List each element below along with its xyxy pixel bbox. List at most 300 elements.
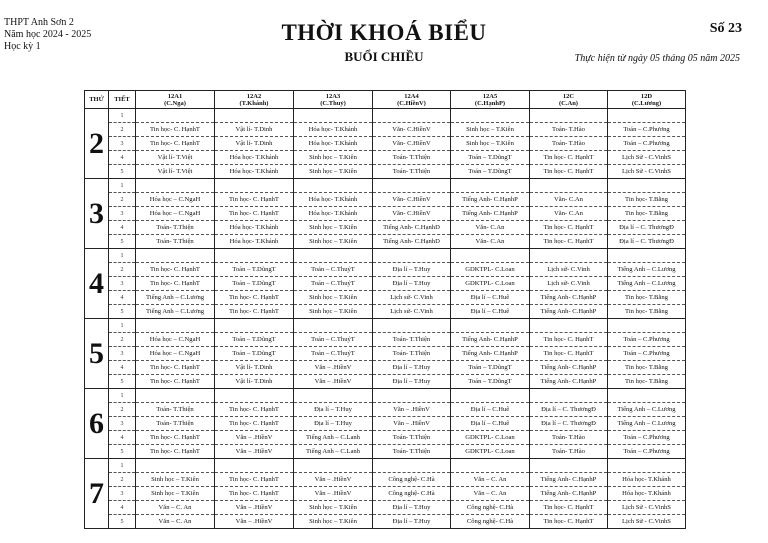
- schedule-cell: Tin học- C. HạnhT: [136, 431, 215, 445]
- schedule-cell: [373, 109, 451, 123]
- schedule-cell: Hóa học- T.Khánh: [294, 137, 373, 151]
- header-class: [608, 91, 686, 109]
- schedule-cell: Hóa học- T.Khánh: [215, 151, 294, 165]
- timetable-row: [85, 487, 686, 501]
- schedule-cell: [136, 319, 215, 333]
- period-number: 4: [109, 431, 136, 445]
- schedule-cell: Tin học- T.Bằng: [608, 291, 686, 305]
- schedule-cell: GDKTPL- C.Loan: [451, 277, 530, 291]
- schedule-cell: [451, 109, 530, 123]
- schedule-cell: Văn – .HiềnV: [294, 361, 373, 375]
- period-number: 1: [109, 389, 136, 403]
- day-label: 5: [85, 319, 109, 389]
- timetable-row: [85, 445, 686, 459]
- period-number: 1: [109, 319, 136, 333]
- schedule-cell: Tin học- C. HạnhT: [136, 137, 215, 151]
- schedule-cell: [608, 109, 686, 123]
- timetable-row: [85, 151, 686, 165]
- timetable-row: [85, 515, 686, 529]
- schedule-cell: Tin học- C. HạnhT: [530, 347, 608, 361]
- timetable-row: [85, 347, 686, 361]
- schedule-cell: Công nghệ- C.Hà: [373, 473, 451, 487]
- header-class: [451, 91, 530, 109]
- schedule-cell: GDKTPL- C.Loan: [451, 431, 530, 445]
- schedule-cell: Tiếng Anh- C.HạnhP: [530, 375, 608, 389]
- schedule-cell: Tiếng Anh – C.Lương: [136, 291, 215, 305]
- schedule-cell: [373, 179, 451, 193]
- schedule-cell: Tiếng Anh- C.HạnhP: [451, 193, 530, 207]
- schedule-cell: Tiếng Anh – C.Lanh: [294, 431, 373, 445]
- schedule-cell: Văn- C.HiềnV: [373, 123, 451, 137]
- schedule-cell: Vật lí- T.Việt: [136, 151, 215, 165]
- period-number: 2: [109, 333, 136, 347]
- timetable-row: [85, 417, 686, 431]
- schedule-cell: Toán – C.ThuỷT: [294, 347, 373, 361]
- timetable-row: [85, 361, 686, 375]
- schedule-cell: Toán- T.Thiện: [136, 417, 215, 431]
- schedule-cell: Văn- C.HiềnV: [373, 207, 451, 221]
- schedule-cell: [373, 459, 451, 473]
- schedule-cell: Sinh học – T.Kiên: [136, 473, 215, 487]
- timetable-row: [85, 123, 686, 137]
- schedule-cell: [215, 459, 294, 473]
- schedule-cell: Toán- T.Thiện: [373, 165, 451, 179]
- schedule-cell: Địa lí – C.Huê: [451, 305, 530, 319]
- class-name: 12A4: [404, 92, 419, 100]
- schedule-cell: Tin học- C. HạnhT: [530, 221, 608, 235]
- schedule-cell: Tiếng Anh- C.HạnhP: [451, 347, 530, 361]
- schedule-cell: Vật lí- T.Dinh: [215, 123, 294, 137]
- schedule-cell: Tin học- C. HạnhT: [530, 165, 608, 179]
- schedule-cell: Hóa học – C.NgaH: [136, 347, 215, 361]
- schedule-cell: Toán- T.Thiện: [136, 235, 215, 249]
- schedule-cell: Hóa học – C.NgaH: [136, 333, 215, 347]
- schedule-cell: Địa lí – C. ThươngĐ: [608, 235, 686, 249]
- schedule-cell: [294, 319, 373, 333]
- schedule-cell: Tiếng Anh- C.HạnhP: [451, 333, 530, 347]
- schedule-cell: [451, 459, 530, 473]
- schedule-cell: Tin học- C. HạnhT: [530, 515, 608, 529]
- schedule-cell: Tiếng Anh- C.HạnhP: [530, 487, 608, 501]
- schedule-cell: Toán – T.DũngT: [215, 263, 294, 277]
- schedule-cell: Tin học- C. HạnhT: [215, 417, 294, 431]
- schedule-cell: Toán- T.Hào: [530, 445, 608, 459]
- class-name: 12A2: [246, 92, 262, 100]
- period-number: 5: [109, 445, 136, 459]
- schedule-cell: [294, 249, 373, 263]
- schedule-cell: Sinh học – T.Kiên: [451, 137, 530, 151]
- class-name: 12C: [562, 92, 575, 100]
- schedule-cell: Văn – .HiềnV: [373, 403, 451, 417]
- schedule-cell: Tin học- C. HạnhT: [215, 193, 294, 207]
- schedule-cell: Toán- T.Thiện: [136, 221, 215, 235]
- schedule-cell: Công nghệ- C.Hà: [451, 501, 530, 515]
- schedule-cell: Tin học- T.Bằng: [608, 305, 686, 319]
- header-class: [136, 91, 215, 109]
- schedule-cell: Văn – .HiềnV: [373, 417, 451, 431]
- schedule-cell: Hóa học- T.Khánh: [294, 123, 373, 137]
- schedule-cell: Toán – C.Phương: [608, 333, 686, 347]
- schedule-cell: [136, 179, 215, 193]
- schedule-cell: Hóa học- T.Khánh: [215, 221, 294, 235]
- schedule-cell: Toán- T.Thiện: [136, 403, 215, 417]
- schedule-cell: [451, 249, 530, 263]
- header-class: [530, 91, 608, 109]
- schedule-cell: Tin học- C. HạnhT: [530, 333, 608, 347]
- schedule-cell: Hóa học- T.Khánh: [608, 473, 686, 487]
- school-year: Năm học 2024 - 2025: [4, 29, 92, 40]
- schedule-cell: Văn- C.HiềnV: [373, 193, 451, 207]
- class-teacher: (C.An): [559, 99, 578, 107]
- period-number: 3: [109, 207, 136, 221]
- schedule-cell: Tin học- C. HạnhT: [530, 151, 608, 165]
- schedule-cell: Toán- T.Thiện: [373, 333, 451, 347]
- schedule-cell: Văn – .HiềnV: [294, 473, 373, 487]
- period-number: 3: [109, 347, 136, 361]
- schedule-cell: Tiếng Anh- C.HạnhD: [373, 235, 451, 249]
- schedule-cell: Địa lí – C. ThươngĐ: [530, 403, 608, 417]
- timetable-row: [85, 277, 686, 291]
- schedule-cell: Vật lí- T.Dinh: [215, 375, 294, 389]
- schedule-cell: Hóa học- T.Khánh: [294, 207, 373, 221]
- schedule-cell: Tiếng Anh – C.Lương: [136, 305, 215, 319]
- schedule-cell: Tin học- C. HạnhT: [136, 123, 215, 137]
- schedule-cell: Tin học- C. HạnhT: [215, 207, 294, 221]
- period-number: 5: [109, 165, 136, 179]
- schedule-cell: Toán – C.Phương: [608, 137, 686, 151]
- schedule-cell: Văn – .HiềnV: [215, 431, 294, 445]
- period-number: 1: [109, 179, 136, 193]
- schedule-cell: Sinh học – T.Kiên: [294, 291, 373, 305]
- schedule-cell: Tiếng Anh – C.Lương: [608, 263, 686, 277]
- period-number: 4: [109, 221, 136, 235]
- schedule-cell: Tiếng Anh- C.HạnhP: [530, 305, 608, 319]
- period-number: 2: [109, 263, 136, 277]
- schedule-cell: Địa lí – C.Huê: [451, 417, 530, 431]
- schedule-cell: Văn – C. An: [451, 487, 530, 501]
- schedule-cell: Toán- T.Thiện: [373, 151, 451, 165]
- schedule-cell: [608, 179, 686, 193]
- schedule-cell: Toán – T.DũngT: [215, 347, 294, 361]
- schedule-cell: Văn – .HiềnV: [294, 375, 373, 389]
- timetable-row: [85, 375, 686, 389]
- schedule-cell: [215, 109, 294, 123]
- schedule-cell: Tin học- C. HạnhT: [136, 375, 215, 389]
- schedule-cell: [373, 319, 451, 333]
- schedule-cell: Lịch Sử - C.VinhS: [608, 501, 686, 515]
- effective-date: Thực hiện từ ngày 05 tháng 05 năm 2025: [574, 53, 740, 64]
- schedule-cell: Văn- C.An: [451, 235, 530, 249]
- schedule-cell: [136, 459, 215, 473]
- schedule-cell: [294, 179, 373, 193]
- timetable-row: [85, 137, 686, 151]
- class-name: 12A5: [482, 92, 498, 100]
- period-number: 3: [109, 137, 136, 151]
- schedule-cell: [608, 389, 686, 403]
- schedule-cell: [373, 249, 451, 263]
- schedule-cell: Lịch sử- C.Vinh: [530, 277, 608, 291]
- schedule-cell: [294, 109, 373, 123]
- schedule-cell: Toán- T.Thiện: [373, 445, 451, 459]
- schedule-cell: [530, 179, 608, 193]
- schedule-cell: Địa lí – T.Huy: [373, 375, 451, 389]
- class-name: 12A3: [325, 92, 341, 100]
- schedule-cell: GDKTPL- C.Loan: [451, 263, 530, 277]
- period-number: 2: [109, 123, 136, 137]
- schedule-cell: [373, 389, 451, 403]
- schedule-cell: Văn – .HiềnV: [294, 487, 373, 501]
- timetable-header-row: [85, 91, 686, 109]
- document-number: Số 23: [709, 21, 742, 36]
- timetable-row: [85, 109, 686, 123]
- schedule-cell: Văn- C.An: [530, 193, 608, 207]
- schedule-cell: Văn – .HiềnV: [215, 501, 294, 515]
- timetable-row: [85, 221, 686, 235]
- schedule-cell: Lịch Sử - C.VinhS: [608, 515, 686, 529]
- schedule-cell: Toán – C.ThuỷT: [294, 263, 373, 277]
- schedule-cell: [215, 179, 294, 193]
- timetable-row: [85, 403, 686, 417]
- schedule-cell: Tin học- C. HạnhT: [530, 235, 608, 249]
- schedule-cell: Tin học- C. HạnhT: [136, 445, 215, 459]
- schedule-cell: Văn- C.An: [451, 221, 530, 235]
- school-name: THPT Anh Sơn 2: [4, 17, 74, 28]
- timetable-row: [85, 431, 686, 445]
- period-number: 4: [109, 361, 136, 375]
- class-teacher: (C.HạnhP): [474, 99, 506, 107]
- schedule-cell: Vật lí- T.Dinh: [215, 361, 294, 375]
- schedule-cell: Tin học- C. HạnhT: [136, 277, 215, 291]
- schedule-cell: Địa lí – C.Huê: [451, 291, 530, 305]
- schedule-cell: Sinh học – T.Kiên: [294, 515, 373, 529]
- day-label: 6: [85, 389, 109, 459]
- schedule-cell: Tiếng Anh- C.HạnhD: [373, 221, 451, 235]
- timetable-row: [85, 319, 686, 333]
- schedule-cell: Địa lí – C. ThươngĐ: [530, 417, 608, 431]
- period-number: 1: [109, 249, 136, 263]
- schedule-cell: Tiếng Anh – C.Lương: [608, 417, 686, 431]
- class-name: 12D: [640, 92, 653, 100]
- schedule-cell: Địa lí – T.Huy: [373, 361, 451, 375]
- period-number: 2: [109, 473, 136, 487]
- schedule-cell: Toán – T.DũngT: [451, 361, 530, 375]
- schedule-cell: Tiếng Anh – C.Lanh: [294, 445, 373, 459]
- schedule-cell: Tin học- C. HạnhT: [530, 501, 608, 515]
- period-number: 3: [109, 487, 136, 501]
- class-teacher: (C.Thuỷ): [320, 99, 346, 107]
- schedule-cell: Địa lí – T.Huy: [294, 403, 373, 417]
- class-teacher: (C.Lương): [631, 99, 662, 107]
- timetable-row: [85, 193, 686, 207]
- schedule-cell: [451, 319, 530, 333]
- schedule-cell: Sinh học – T.Kiên: [136, 487, 215, 501]
- schedule-cell: [451, 389, 530, 403]
- day-label: 2: [85, 109, 109, 179]
- schedule-cell: Tiếng Anh- C.HạnhP: [530, 291, 608, 305]
- schedule-cell: Địa lí – T.Huy: [373, 501, 451, 515]
- page-title: THỜI KHOÁ BIỂU: [281, 20, 487, 45]
- schedule-cell: Lịch Sử - C.VinhS: [608, 151, 686, 165]
- schedule-cell: Tin học- C. HạnhT: [215, 291, 294, 305]
- schedule-cell: Tin học- C. HạnhT: [215, 487, 294, 501]
- schedule-cell: Hóa học – C.NgaH: [136, 207, 215, 221]
- schedule-cell: [608, 249, 686, 263]
- schedule-cell: Địa lí – T.Huy: [373, 263, 451, 277]
- schedule-cell: Sinh học – T.Kiên: [451, 123, 530, 137]
- schedule-cell: [530, 109, 608, 123]
- schedule-cell: [608, 459, 686, 473]
- schedule-cell: Công nghệ- C.Hà: [373, 487, 451, 501]
- period-number: 4: [109, 291, 136, 305]
- timetable-row: [85, 501, 686, 515]
- schedule-cell: Hóa học- T.Khánh: [608, 487, 686, 501]
- schedule-cell: Lịch sử- C.Vinh: [530, 263, 608, 277]
- schedule-cell: [136, 109, 215, 123]
- schedule-cell: Công nghệ- C.Hà: [451, 515, 530, 529]
- schedule-cell: Toán – C.Phương: [608, 347, 686, 361]
- schedule-cell: Địa lí – T.Huy: [373, 515, 451, 529]
- semester: Học kỳ 1: [4, 41, 41, 52]
- schedule-cell: [608, 319, 686, 333]
- schedule-cell: Lịch sử- C.Vinh: [373, 305, 451, 319]
- period-number: 1: [109, 459, 136, 473]
- schedule-cell: Hóa học – C.NgaH: [136, 193, 215, 207]
- schedule-cell: [215, 389, 294, 403]
- schedule-cell: Hóa học- T.Khánh: [215, 165, 294, 179]
- schedule-cell: Tin học- C. HạnhT: [136, 263, 215, 277]
- schedule-cell: Tiếng Anh- C.HạnhP: [530, 361, 608, 375]
- period-number: 4: [109, 501, 136, 515]
- timetable-row: [85, 333, 686, 347]
- schedule-cell: [215, 319, 294, 333]
- schedule-cell: Toán – C.Phương: [608, 431, 686, 445]
- schedule-cell: Sinh học – T.Kiên: [294, 501, 373, 515]
- schedule-cell: Sinh học – T.Kiên: [294, 151, 373, 165]
- schedule-cell: Sinh học – T.Kiên: [294, 235, 373, 249]
- period-number: 3: [109, 417, 136, 431]
- schedule-cell: Tin học- T.Bằng: [608, 193, 686, 207]
- timetable-body: [85, 109, 686, 529]
- schedule-cell: Địa lí – T.Huy: [373, 277, 451, 291]
- period-number: 5: [109, 375, 136, 389]
- schedule-cell: Địa lí – C.Huê: [451, 403, 530, 417]
- class-teacher: (C.HiềnV): [397, 99, 426, 107]
- timetable-row: [85, 389, 686, 403]
- schedule-cell: Tiếng Anh- C.HạnhP: [451, 207, 530, 221]
- page-subtitle: BUỔI CHIỀU: [344, 49, 424, 64]
- schedule-cell: Lịch sử- C.Vinh: [373, 291, 451, 305]
- header-tiet: TIẾT: [109, 91, 136, 109]
- period-number: 5: [109, 235, 136, 249]
- schedule-cell: [136, 389, 215, 403]
- schedule-cell: Sinh học – T.Kiên: [294, 221, 373, 235]
- schedule-cell: Toán – T.DũngT: [215, 277, 294, 291]
- schedule-cell: Toán – T.DũngT: [451, 151, 530, 165]
- schedule-cell: [451, 179, 530, 193]
- schedule-cell: Toán – C.ThuỷT: [294, 277, 373, 291]
- schedule-cell: Tin học- C. HạnhT: [136, 361, 215, 375]
- schedule-cell: [294, 389, 373, 403]
- schedule-cell: Hóa học- T.Khánh: [215, 235, 294, 249]
- schedule-cell: Lịch Sử - C.VinhS: [608, 165, 686, 179]
- schedule-cell: [530, 319, 608, 333]
- schedule-cell: [530, 459, 608, 473]
- class-name: 12A1: [167, 92, 183, 100]
- schedule-cell: Tin học- C. HạnhT: [215, 403, 294, 417]
- schedule-cell: Tiếng Anh – C.Lương: [608, 403, 686, 417]
- timetable-row: [85, 179, 686, 193]
- schedule-cell: Sinh học – T.Kiên: [294, 165, 373, 179]
- schedule-cell: Tin học- T.Bằng: [608, 361, 686, 375]
- header-class: [294, 91, 373, 109]
- period-number: 5: [109, 305, 136, 319]
- schedule-cell: [530, 249, 608, 263]
- schedule-cell: [294, 459, 373, 473]
- schedule-cell: Vật lí- T.Dinh: [215, 137, 294, 151]
- schedule-cell: Toán – C.Phương: [608, 445, 686, 459]
- timetable-row: [85, 207, 686, 221]
- timetable-row: [85, 473, 686, 487]
- period-number: 2: [109, 193, 136, 207]
- schedule-cell: Văn – .HiềnV: [215, 515, 294, 529]
- day-label: 7: [85, 459, 109, 529]
- schedule-cell: Toán- T.Thiện: [373, 347, 451, 361]
- timetable-row: [85, 165, 686, 179]
- timetable-row: [85, 263, 686, 277]
- timetable: [84, 90, 686, 529]
- schedule-cell: Địa lí – C. ThươngĐ: [608, 221, 686, 235]
- schedule-cell: Toán – C.Phương: [608, 123, 686, 137]
- schedule-cell: [215, 249, 294, 263]
- schedule-cell: [136, 249, 215, 263]
- timetable-row: [85, 235, 686, 249]
- period-number: 5: [109, 515, 136, 529]
- schedule-cell: Vật lí- T.Việt: [136, 165, 215, 179]
- schedule-cell: Toán- T.Thiện: [373, 431, 451, 445]
- schedule-cell: [530, 389, 608, 403]
- schedule-cell: Tin học- T.Bằng: [608, 207, 686, 221]
- timetable-row: [85, 305, 686, 319]
- period-number: 1: [109, 109, 136, 123]
- schedule-cell: Toán- T.Hào: [530, 431, 608, 445]
- day-label: 3: [85, 179, 109, 249]
- schedule-cell: Tiếng Anh- C.HạnhP: [530, 473, 608, 487]
- schedule-cell: Văn – C. An: [136, 515, 215, 529]
- schedule-cell: Địa lí – T.Huy: [294, 417, 373, 431]
- schedule-cell: Văn – C. An: [136, 501, 215, 515]
- schedule-cell: Văn- C.An: [530, 207, 608, 221]
- timetable-row: [85, 459, 686, 473]
- schedule-cell: Toán – T.DũngT: [451, 165, 530, 179]
- schedule-cell: Văn – .HiềnV: [215, 445, 294, 459]
- schedule-cell: Văn- C.HiềnV: [373, 137, 451, 151]
- schedule-cell: Hóa học- T.Khánh: [294, 193, 373, 207]
- schedule-cell: Tiếng Anh – C.Lương: [608, 277, 686, 291]
- schedule-cell: Tin học- C. HạnhT: [215, 473, 294, 487]
- timetable-row: [85, 291, 686, 305]
- header-class: [215, 91, 294, 109]
- timetable-row: [85, 249, 686, 263]
- day-label: 4: [85, 249, 109, 319]
- schedule-cell: Tin học- C. HạnhT: [215, 305, 294, 319]
- class-teacher: (T.Khánh): [239, 99, 269, 107]
- schedule-cell: Toán – T.DũngT: [451, 375, 530, 389]
- schedule-cell: GDKTPL- C.Loan: [451, 445, 530, 459]
- schedule-cell: Toán – T.DũngT: [215, 333, 294, 347]
- schedule-cell: Toán- T.Hào: [530, 123, 608, 137]
- period-number: 4: [109, 151, 136, 165]
- period-number: 3: [109, 277, 136, 291]
